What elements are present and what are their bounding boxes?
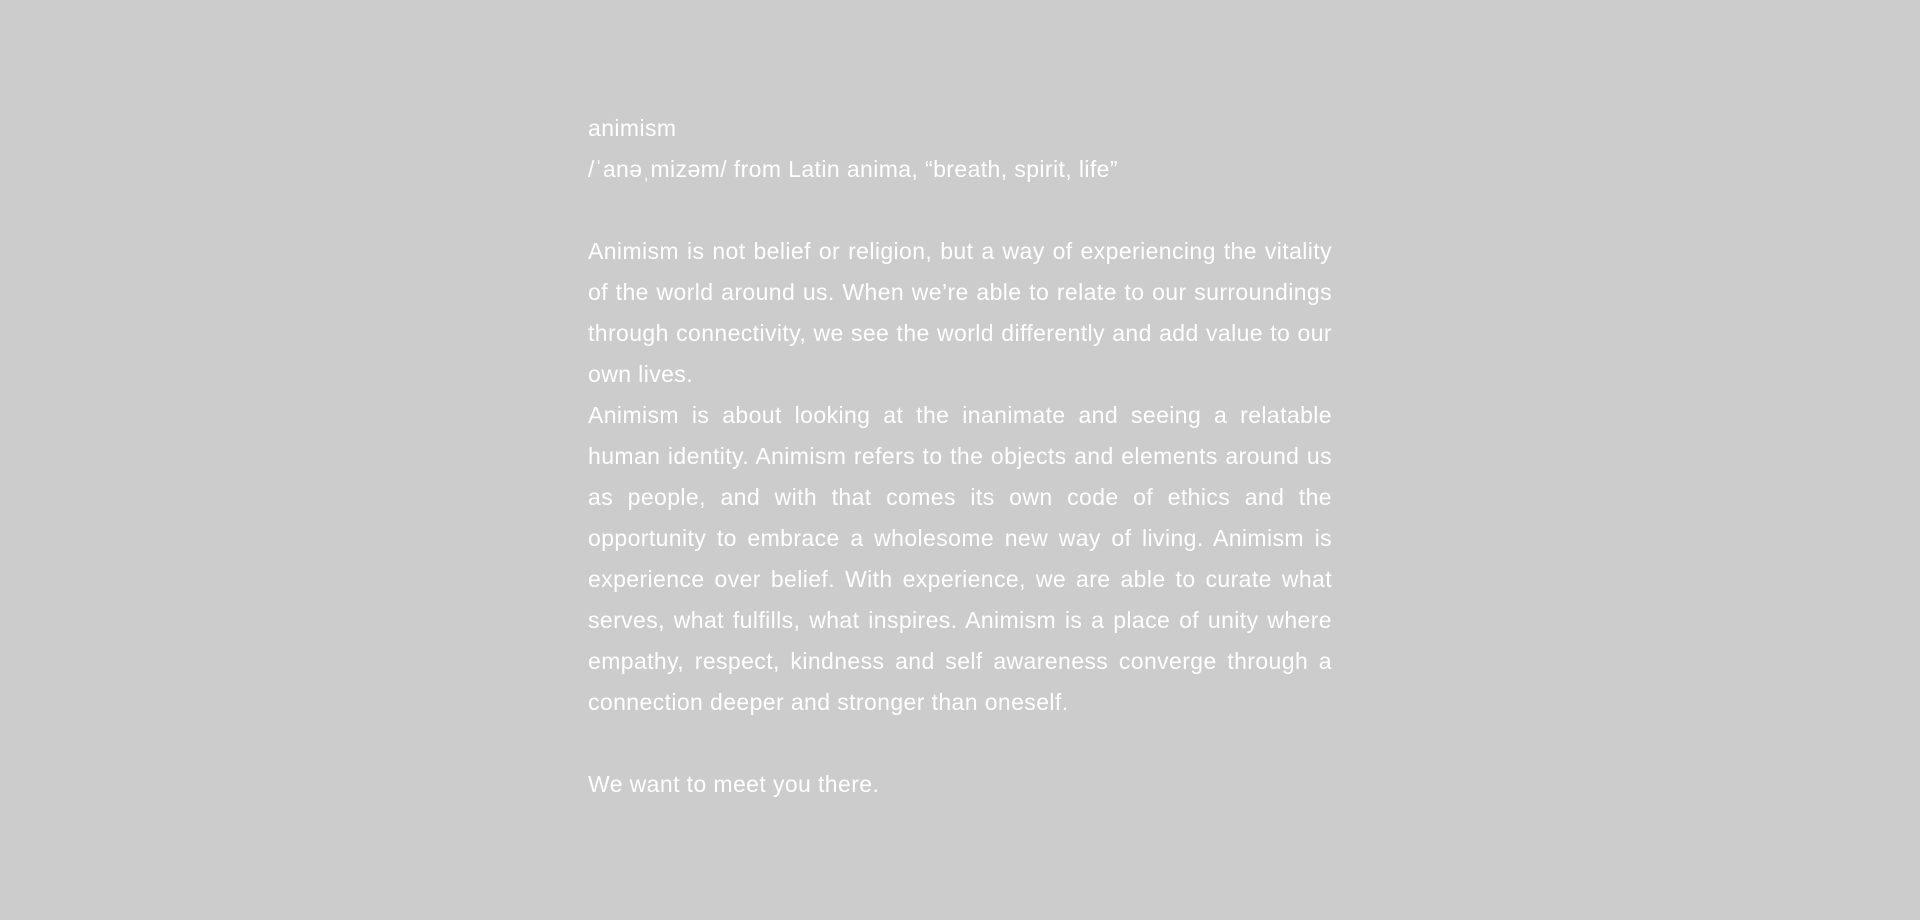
animism-text-block <box>588 108 1332 805</box>
paragraph-details: Animism is about looking at the inanimate and seeing a relatable human identity. Animism refers to the objects and elements around us as people, and with that comes its own code of ethics and the opportunity to embrace a wholesome new way of living. Animism is experience over belief. With experience, we are able to curate what serves, what fulfills, what inspires. Animism is a place of unity where empathy, respect, kindness and self awareness converge through a connection deeper and stronger than oneself. <box>588 402 1332 715</box>
etymology-line: /ˈanəˌmizəm/ from Latin anima, “breath, spirit, life” <box>588 156 1118 182</box>
section-spacer <box>588 190 1332 231</box>
paragraph-intro: Animism is not belief or religion, but a way of experiencing the vitality of the world around us. When we’re able to relate to our surroundings through connectivity, we see the world differently and add value to our own lives. <box>588 238 1332 387</box>
closing-line: We want to meet you there. <box>588 771 880 797</box>
section-spacer <box>588 723 1332 764</box>
term-heading: animism <box>588 115 677 141</box>
